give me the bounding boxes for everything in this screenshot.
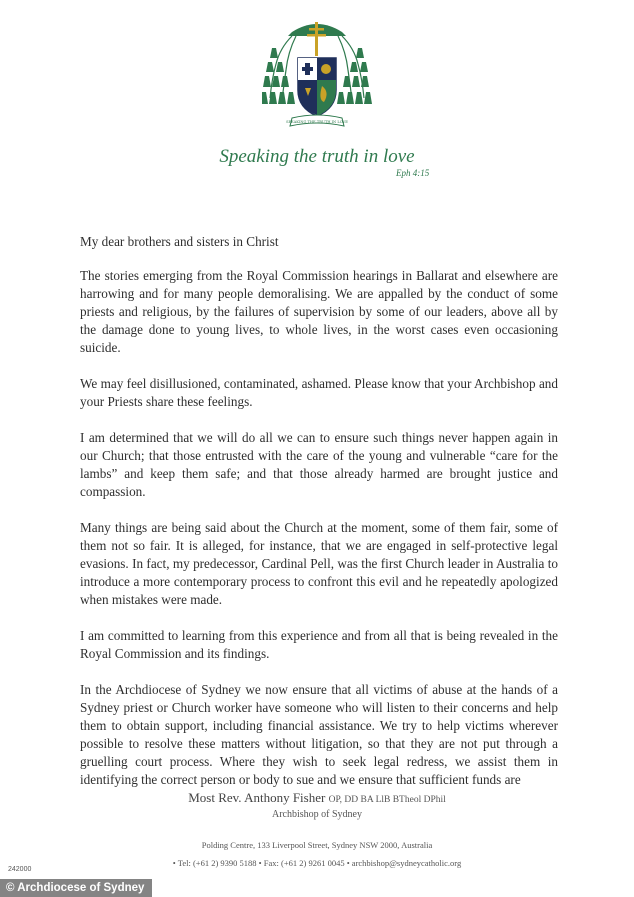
signatory-qualifications: OP, DD BA LlB BTheol DPhil [328,795,446,805]
letterhead-address: Polding Centre, 133 Liverpool Street, Sydney NSW 2000, Australia [201,840,433,850]
signatory-name: Most Rev. Anthony Fisher [188,790,326,805]
paragraph: We may feel disillusioned, contaminated, ashamed. Please know that your Archbishop and your Priests share these feelings. [80,376,558,409]
telephone: • Tel: (+61 2) 9390 5188 [172,858,257,868]
salutation: My dear brothers and sisters in Christ [80,234,279,249]
letter-body [80,233,558,807]
reference-code: 242000 [8,866,32,873]
paragraph: In the Archdiocese of Sydney we now ensure that all victims of abuse at the hands of a Sydney priest or Church worker have someone who will listen to their concerns and help them to obtain support, including financial assistance. We try to help victims wherever possible to resolve these matters without litigation, so that they are not put through a gruelling court process. Where they wish to seek legal redress, we assist them in identifying the correct person or body to sue and we ensure that sufficient funds are [80,682,558,787]
motto-reference: Eph 4:15 [396,168,430,178]
signatory-name-line [0,790,634,806]
motto-heading: Speaking the truth in love [219,146,415,167]
coat-of-arms-logo [262,18,372,136]
image-credit-badge: © Archdiocese of Sydney [0,879,152,897]
signatory-title: Archbishop of Sydney [272,809,362,820]
fax: • Fax: (+61 2) 9261 0045 [258,858,345,868]
scroll-motto-text: SPEAKING THE TRUTH IN LOVE [286,120,348,124]
paragraph: I am determined that we will do all we can to ensure such things never happen again in our Church; that those entrusted with the care of the young and vulnerable “care for the lambs” and keep them safe; and that those already harmed are brought justice and compassion. [80,430,558,499]
email-link[interactable]: • archbishop@sydneycatholic.org [346,858,462,868]
paragraph: I am committed to learning from this experience and from all that is being revealed in the Royal Commission and its findings. [80,628,558,661]
paragraph: The stories emerging from the Royal Commission hearings in Ballarat and elsewhere are harrowing and for many people demoralising. We are appalled by the conduct of some priests and religious, by the failures of supervision by some of our leaders, above all by the damage done to young lives, to whole lives, in the worst cases even occasioning suicide. [80,268,558,355]
letterhead-contact-line [0,858,634,868]
paragraph: Many things are being said about the Church at the moment, some of them fair, some of them not so fair. It is alleged, for instance, that we are engaged in self-protective legal evasions. In fact, my predecessor, Cardinal Pell, was the first Church leader in Australia to introduce a more contemporary process to confront this evil and he repeatedly apologized when mistakes were made. [80,520,558,607]
